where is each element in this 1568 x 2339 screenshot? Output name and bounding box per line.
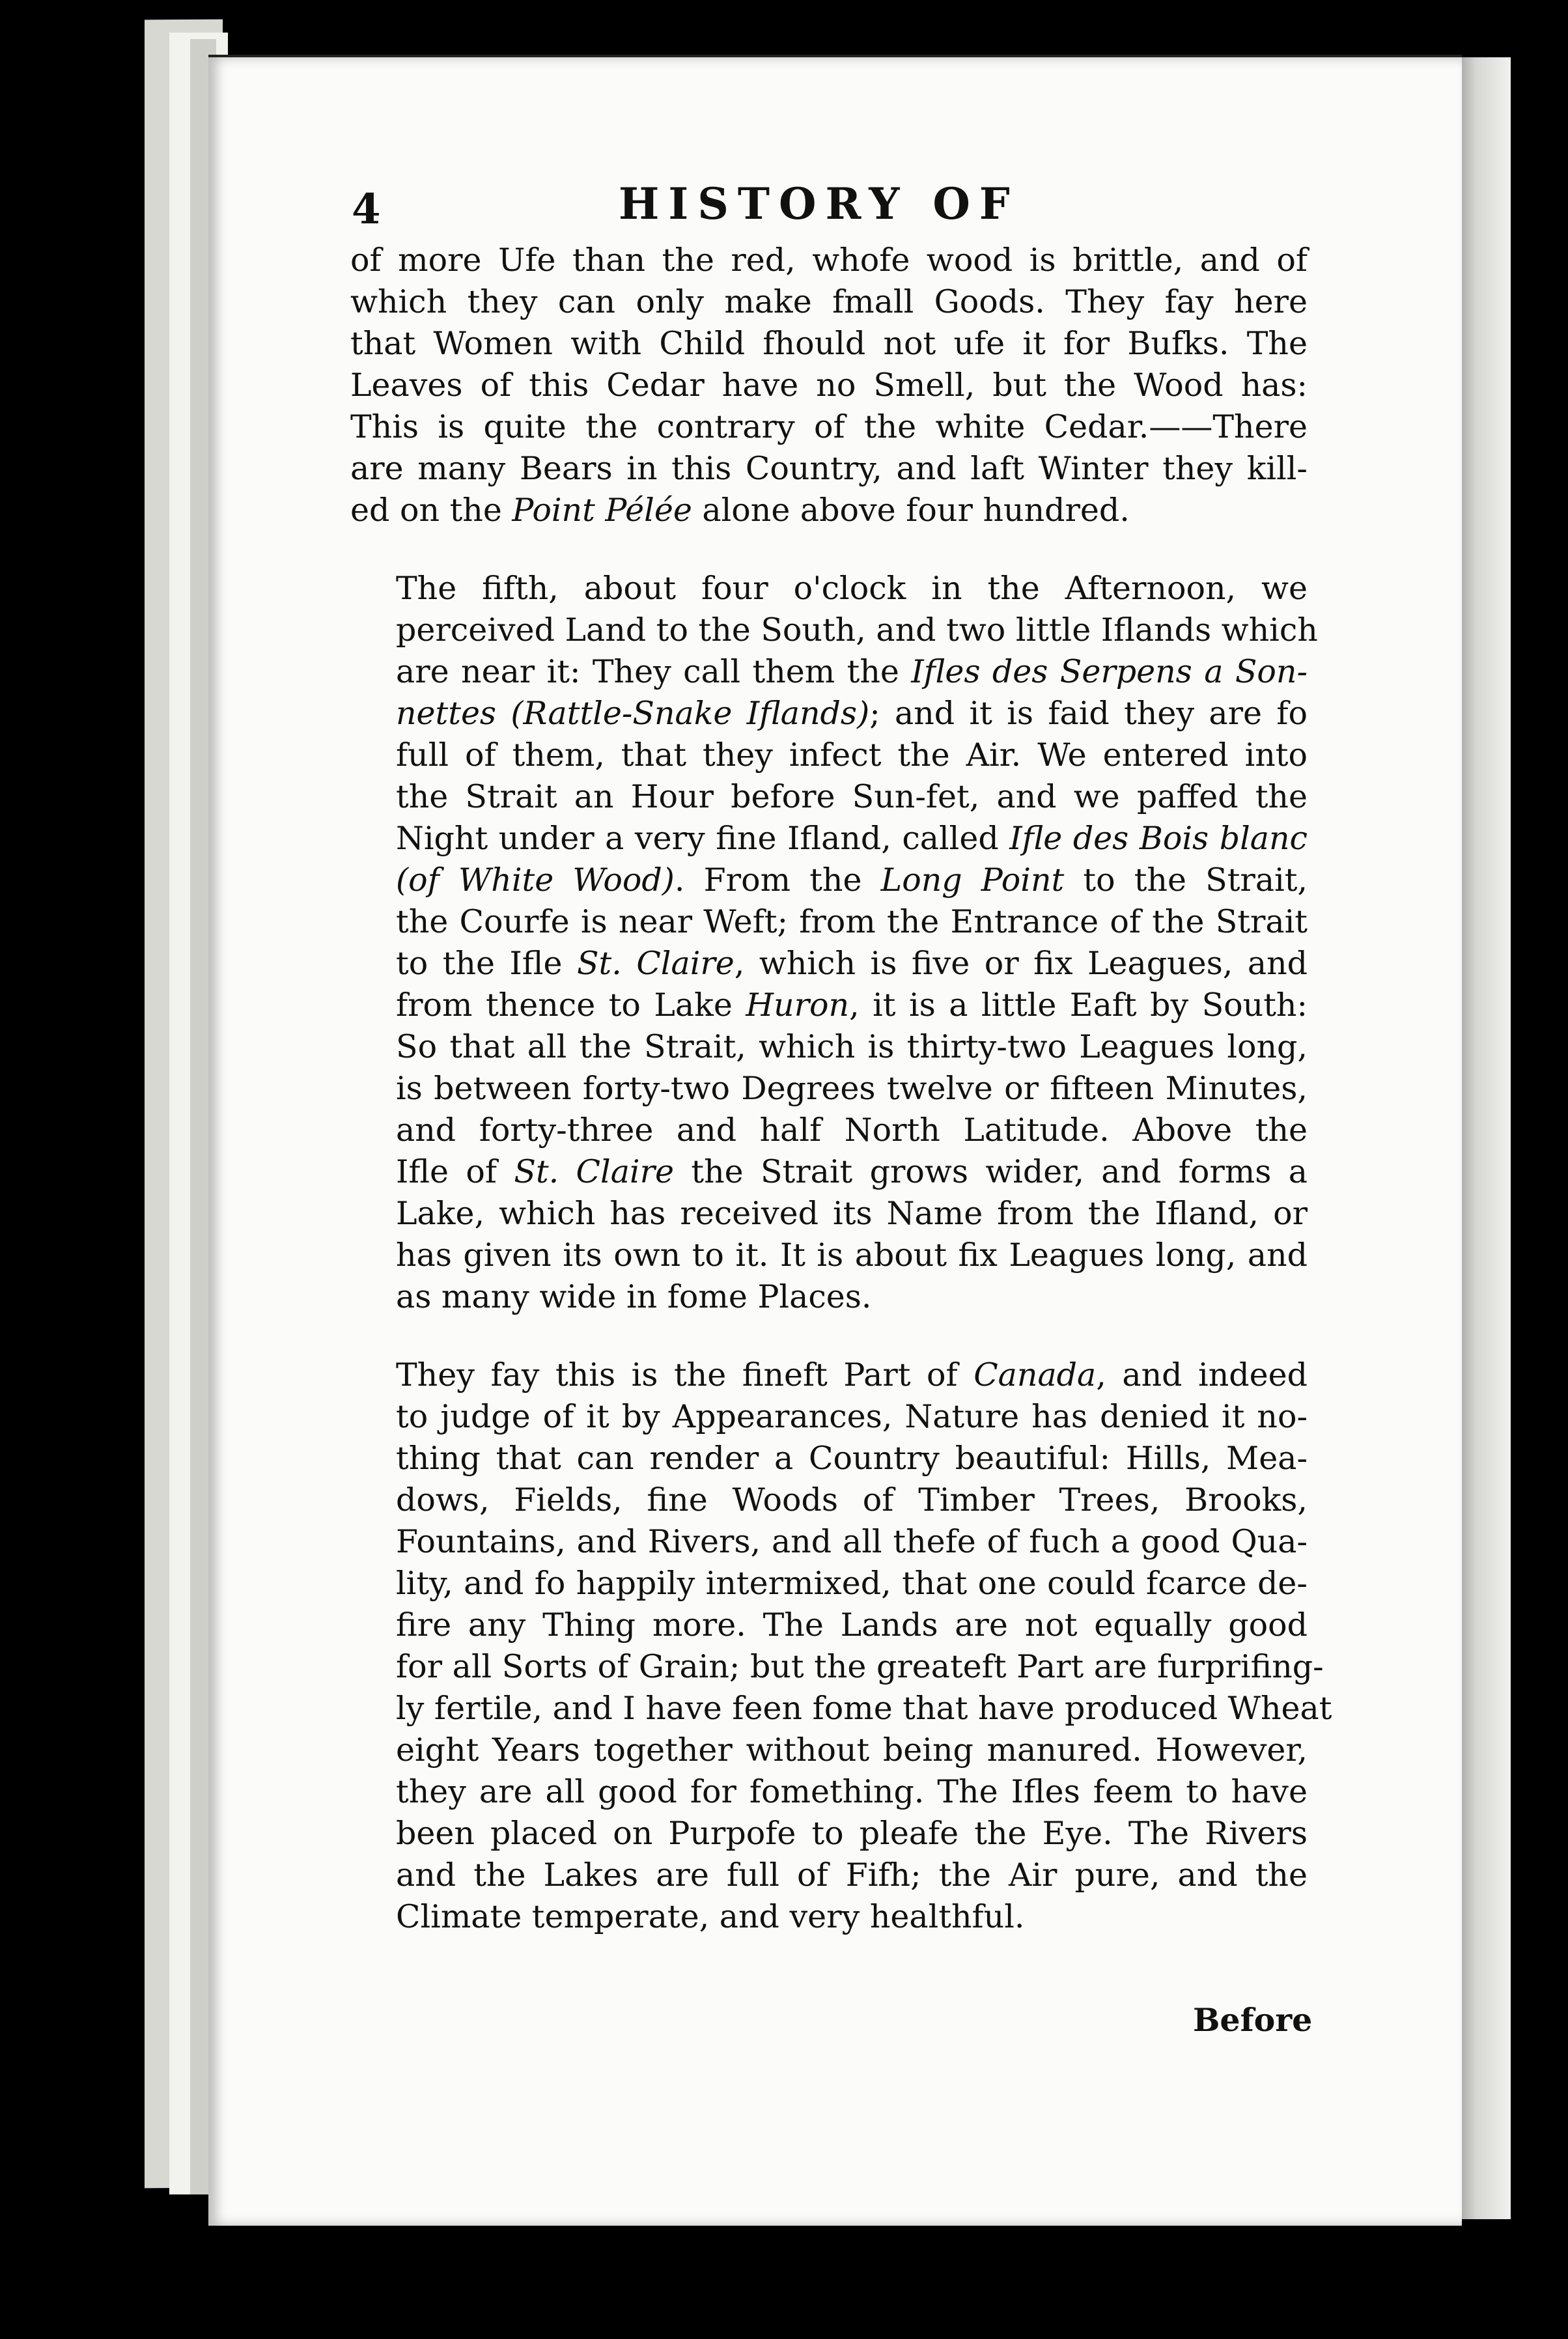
text-line: eight Years together without being manured. However, [396,1731,1308,1769]
text-line: are near it: They call them the Ifles des Serpens a Son- [396,653,1308,690]
text-line: ed on the Point Pélée alone above four hundred. [350,492,1130,529]
text-line: are many Bears in this Country, and laft Winter they kill- [350,450,1308,487]
paragraph [350,1354,1332,1938]
page-number: 4 [352,185,381,234]
text-line: Night under a very fine Ifland, called Ifle des Bois blanc [396,820,1308,857]
running-title: HISTORY OF [619,178,1019,229]
text-line: that Women with Child fhould not ufe it for Bufks. The [350,325,1308,362]
text-line: So that all the Strait, which is thirty-two Leagues long, [396,1028,1308,1065]
text-line: Lake, which has received its Name from the Ifland, or [396,1195,1308,1232]
text-line: the Courfe is near Weft; from the Entrance of the Strait [396,903,1308,940]
text-line: dows, Fields, fine Woods of Timber Trees, Brooks, [396,1481,1308,1519]
text-line: nettes (Rattle-Snake Iflands); and it is faid they are fo [396,695,1308,732]
text-line: to the Ifle St. Claire, which is five or fix Leagues, and [396,945,1308,982]
text-line: and the Lakes are full of Fifh; the Air pure, and the [396,1856,1308,1894]
text-line: and forty-three and half North Latitude. Above the [396,1112,1308,1149]
text-line: been placed on Purpofe to pleafe the Eye. The Rivers [396,1815,1308,1852]
text-line: Ifle of St. Claire the Strait grows wider, and forms a [396,1153,1308,1190]
paragraph [350,568,1318,1318]
text-line: Leaves of this Cedar have no Smell, but the Wood has: [350,367,1308,404]
paragraph [350,240,1308,531]
text-line: perceived Land to the South, and two little Iflands which [396,611,1318,649]
binding-shadow [1453,57,1511,2219]
text-line: has given its own to it. It is about fix Leagues long, and [396,1237,1308,1274]
text-line: (of White Wood). From the Long Point to the Strait, [396,861,1308,899]
text-line: Fountains, and Rivers, and all thefe of fuch a good Qua- [396,1523,1308,1560]
catchword: Before [1193,2001,1313,2039]
text-line: which they can only make fmall Goods. They fay here [350,283,1308,320]
text-line: Climate temperate, and very healthful. [396,1898,1025,1935]
text-line: thing that can render a Country beautiful: Hills, Mea- [396,1440,1308,1477]
text-line: They fay this is the fineft Part of Canada, and indeed [396,1356,1308,1394]
text-line: lity, and fo happily intermixed, that one could fcarce de- [396,1565,1308,1602]
text-line: is between forty-two Degrees twelve or fifteen Minutes, [396,1070,1308,1107]
text-line: the Strait an Hour before Sun-fet, and we paffed the [396,778,1308,815]
text-line: This is quite the contrary of the white Cedar.——There [350,408,1308,445]
body-text [350,240,1332,1938]
book-page [208,55,1462,2226]
text-line: they are all good for fomething. The Ifles feem to have [396,1773,1308,1810]
text-line: The fifth, about four o'clock in the Afternoon, we [396,570,1308,607]
text-line: from thence to Lake Huron, it is a little Eaft by South: [396,987,1308,1024]
text-line: as many wide in fome Places. [396,1278,872,1315]
text-line: to judge of it by Appearances, Nature has denied it no- [396,1398,1308,1435]
text-line: of more Ufe than the red, whofe wood is brittle, and of [350,242,1308,279]
text-line: fire any Thing more. The Lands are not equally good [396,1606,1308,1644]
text-line: ly fertile, and I have feen fome that have produced Wheat [396,1690,1332,1727]
text-line: full of them, that they infect the Air. We entered into [396,736,1308,774]
text-line: for all Sorts of Grain; but the greateft Part are furprifing- [396,1648,1324,1685]
